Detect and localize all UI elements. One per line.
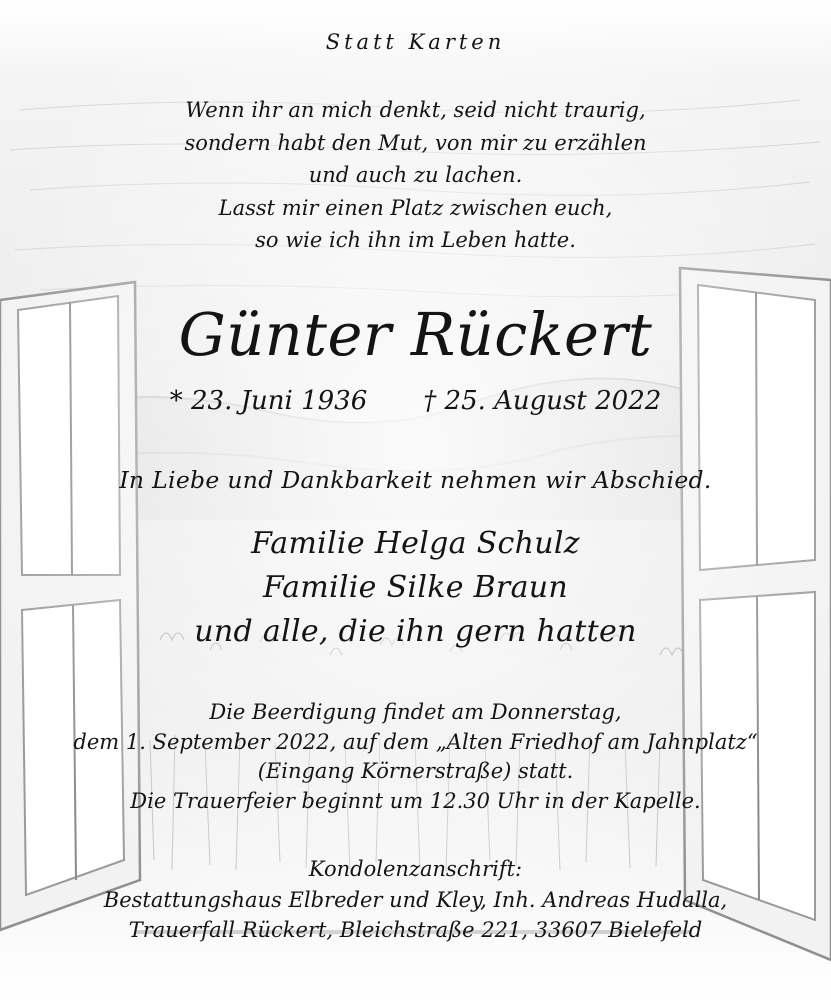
funeral-line: (Eingang Körnerstraße) statt. — [257, 759, 574, 783]
birth-date: * 23. Juni 1936 — [169, 386, 368, 416]
condolence-address — [0, 854, 831, 946]
poem-line: und auch zu lachen. — [308, 163, 523, 187]
funeral-line: dem 1. September 2022, auf dem „Alten Friedhof am Jahnplatz“ — [73, 729, 758, 754]
mourner-line: Familie Helga Schulz — [251, 526, 580, 561]
memorial-poem — [0, 94, 831, 257]
death-date: † 25. August 2022 — [423, 386, 662, 416]
poem-line: Wenn ihr an mich denkt, seid nicht traurig, — [185, 98, 646, 122]
mourners-list — [0, 522, 831, 654]
condolence-line: Bestattungshaus Elbreder und Kley, Inh. Andreas Hudalla, — [103, 887, 728, 912]
funeral-line: Die Trauerfeier beginnt um 12.30 Uhr in der Kapelle. — [130, 788, 701, 813]
condolence-line: Kondolenzanschrift: — [308, 857, 523, 881]
notice-header: Statt Karten — [325, 30, 506, 54]
poem-line: so wie ich ihn im Leben hatte. — [255, 228, 576, 252]
farewell-line: In Liebe und Dankbarkeit nehmen wir Abschied. — [119, 466, 712, 494]
mourner-line: Familie Silke Braun — [262, 570, 568, 605]
life-dates — [0, 386, 831, 416]
funeral-info — [0, 698, 831, 816]
mourner-line: und alle, die ihn gern hatten — [194, 614, 637, 649]
condolence-line: Trauerfall Rückert, Bleichstraße 221, 33607 Bielefeld — [128, 918, 703, 942]
deceased-name: Günter Rückert — [178, 300, 653, 369]
poem-line: sondern habt den Mut, von mir zu erzählen — [184, 130, 647, 155]
poem-line: Lasst mir einen Platz zwischen euch, — [218, 195, 613, 220]
funeral-line: Die Beerdigung findet am Donnerstag, — [209, 700, 622, 724]
